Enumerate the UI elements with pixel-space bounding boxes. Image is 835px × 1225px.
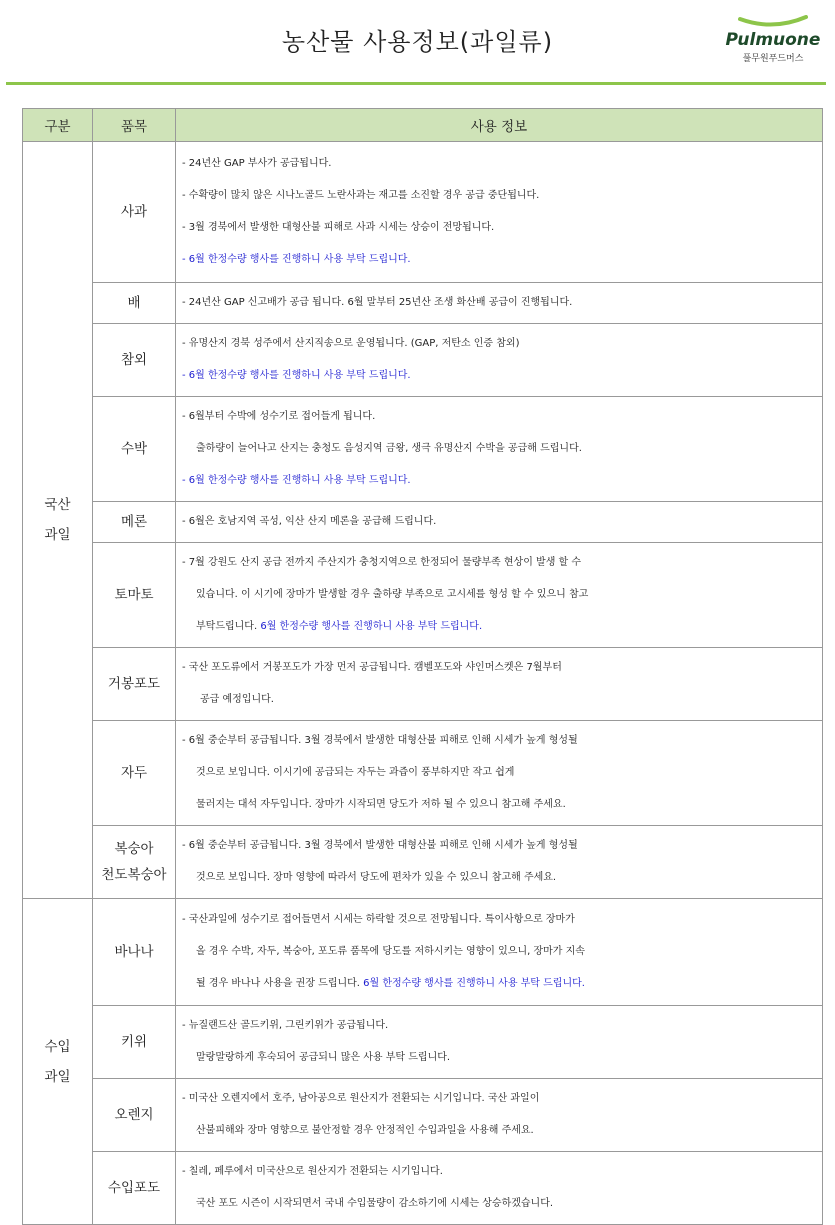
table-row	[23, 1152, 823, 1225]
item-name: 바나나	[93, 899, 176, 1006]
item-info	[176, 1079, 823, 1152]
item-info	[176, 826, 823, 899]
category-domestic-line2: 과일	[44, 527, 71, 543]
category-domestic	[23, 142, 93, 899]
item-info	[176, 1006, 823, 1079]
table-row	[23, 648, 823, 721]
info-line	[182, 611, 818, 643]
category-import	[23, 899, 93, 1225]
info-line: - 국산과일에 성수기로 접어들면서 시세는 하락할 것으로 전망됩니다. 특이사항으로 장마가	[182, 914, 575, 925]
table-row	[23, 899, 823, 1006]
info-line: 국산 포도 시즌이 시작되면서 국내 수입물량이 감소하기에 시세는 상승하겠습니다.	[196, 1198, 554, 1209]
table-row	[23, 283, 823, 324]
item-name: 수입포도	[93, 1152, 176, 1225]
info-line: - 6월부터 수박에 성수기로 접어들게 됩니다.	[182, 411, 376, 422]
info-line: - 7월 강원도 산지 공급 전까지 주산지가 충청지역으로 한정되어 물량부족 현상이 발생 할 수	[182, 557, 582, 568]
info-line: - 수확량이 많치 않은 시나노골드 노란사과는 재고를 소진할 경우 공급 중단됩니다.	[182, 190, 540, 201]
info-line: - 3월 경북에서 발생한 대형산불 피해로 사과 시세는 상승이 전망됩니다.	[182, 222, 495, 233]
logo-brand: Pulmuone	[725, 30, 821, 50]
item-info	[176, 1152, 823, 1225]
info-line: - 국산 포도류에서 거봉포도가 가장 먼저 공급됩니다. 캠벨포도와 샤인머스켓은 7월부터	[182, 662, 562, 673]
info-line: - 칠레, 페루에서 미국산으로 원산지가 전환되는 시기입니다.	[182, 1166, 443, 1177]
info-line: 것으로 보입니다. 장마 영향에 따라서 당도에 편차가 있을 수 있으니 참고해 주세요.	[196, 872, 557, 883]
info-line: 말랑말랑하게 후숙되어 공급되니 많은 사용 부탁 드립니다.	[196, 1052, 451, 1063]
item-info	[176, 142, 823, 283]
item-info	[176, 648, 823, 721]
category-import-line2: 과일	[44, 1068, 71, 1085]
item-name: 키위	[93, 1006, 176, 1079]
promo-line: - 6월 한정수량 행사를 진행하니 사용 부탁 드립니다.	[182, 370, 411, 381]
info-line: 올 경우 수박, 자두, 복숭아, 포도류 품목에 당도를 저하시키는 영향이 있으니, 장마가 지속	[196, 946, 585, 957]
logo-swoosh-icon	[738, 15, 808, 29]
table-row	[23, 721, 823, 826]
table-row	[23, 826, 823, 899]
info-line: - 6월은 호남지역 곡성, 익산 산지 메론을 공급해 드립니다.	[182, 516, 437, 527]
table-row	[23, 142, 823, 283]
item-info	[176, 543, 823, 648]
table-row	[23, 397, 823, 502]
item-name: 자두	[93, 721, 176, 826]
info-line: - 뉴질랜드산 골드키위, 그린키위가 공급됩니다.	[182, 1020, 389, 1031]
item-info	[176, 899, 823, 1006]
info-text: 부탁드립니다.	[196, 621, 261, 632]
item-name: 거봉포도	[93, 648, 176, 721]
table-row	[23, 543, 823, 648]
item-name: 메론	[93, 502, 176, 543]
header-info: 사용 정보	[176, 109, 823, 142]
info-line: - 미국산 오렌지에서 호주, 남아공으로 원산지가 전환되는 시기입니다. 국산 과일이	[182, 1093, 540, 1104]
page-title: 농산물 사용정보(과일류)	[281, 28, 554, 56]
info-line: 산불피해와 장마 영향으로 불안정할 경우 안정적인 수입과일을 사용해 주세요.	[196, 1125, 534, 1136]
header-category: 구분	[23, 109, 93, 142]
info-line: - 24년산 GAP 신고배가 공급 됩니다. 6월 말부터 25년산 조생 화산배 공급이 진행됩니다.	[182, 297, 573, 308]
info-line: - 유명산지 경북 성주에서 산지직송으로 운영됩니다. (GAP, 저탄소 인증 참외)	[182, 338, 520, 349]
header-item: 품목	[93, 109, 176, 142]
promo-text: 6월 한정수량 행사를 진행하니 사용 부탁 드립니다.	[363, 978, 585, 989]
info-line: 있습니다. 이 시기에 장마가 발생할 경우 출하량 부족으로 고시세를 형성 할 수 있으니 참고	[196, 589, 589, 600]
fruit-info-table	[22, 108, 823, 1225]
info-line: - 6월 중순부터 공급됩니다. 3월 경북에서 발생한 대형산불 피해로 인해 시세가 높게 형성될	[182, 840, 578, 851]
info-line: 것으로 보입니다. 이시기에 공급되는 자두는 과즙이 풍부하지만 작고 쉽게	[196, 767, 515, 778]
promo-line: - 6월 한정수량 행사를 진행하니 사용 부탁 드립니다.	[182, 475, 411, 486]
item-name-line1: 복숭아	[114, 841, 154, 857]
item-name-line2: 천도복숭아	[101, 867, 167, 883]
info-line	[182, 968, 818, 1000]
item-name: 참외	[93, 324, 176, 397]
table-header-row	[23, 109, 823, 142]
logo-subtitle: 풀무원푸드머스	[742, 54, 804, 64]
category-domestic-line1: 국산	[44, 497, 71, 513]
item-info	[176, 721, 823, 826]
item-name	[93, 826, 176, 899]
promo-line: - 6월 한정수량 행사를 진행하니 사용 부탁 드립니다.	[182, 254, 411, 265]
info-line: - 6월 중순부터 공급됩니다. 3월 경북에서 발생한 대형산불 피해로 인해 시세가 높게 형성될	[182, 735, 578, 746]
header-divider	[6, 82, 826, 85]
item-name: 토마토	[93, 543, 176, 648]
info-line: 물러지는 대석 자두입니다. 장마가 시작되면 당도가 저하 될 수 있으니 참고해 주세요.	[196, 799, 566, 810]
info-text: 될 경우 바나나 사용을 권장 드립니다.	[196, 978, 364, 989]
table-row	[23, 1006, 823, 1079]
item-info	[176, 397, 823, 502]
promo-text: 6월 한정수량 행사를 진행하니 사용 부탁 드립니다.	[260, 621, 483, 632]
item-name: 사과	[93, 142, 176, 283]
table-row	[23, 502, 823, 543]
pulmuone-logo	[722, 15, 824, 64]
item-info	[176, 502, 823, 543]
info-line: 공급 예정입니다.	[200, 694, 274, 705]
category-import-line1: 수입	[44, 1038, 71, 1055]
table-row	[23, 1079, 823, 1152]
table-row	[23, 324, 823, 397]
item-info	[176, 324, 823, 397]
item-name: 배	[93, 283, 176, 324]
info-line: 출하량이 늘어나고 산지는 충청도 음성지역 금왕, 생극 유명산지 수박을 공급해 드립니다.	[196, 443, 582, 454]
item-info	[176, 283, 823, 324]
item-name: 오렌지	[93, 1079, 176, 1152]
info-line: - 24년산 GAP 부사가 공급됩니다.	[182, 158, 332, 169]
item-name: 수박	[93, 397, 176, 502]
